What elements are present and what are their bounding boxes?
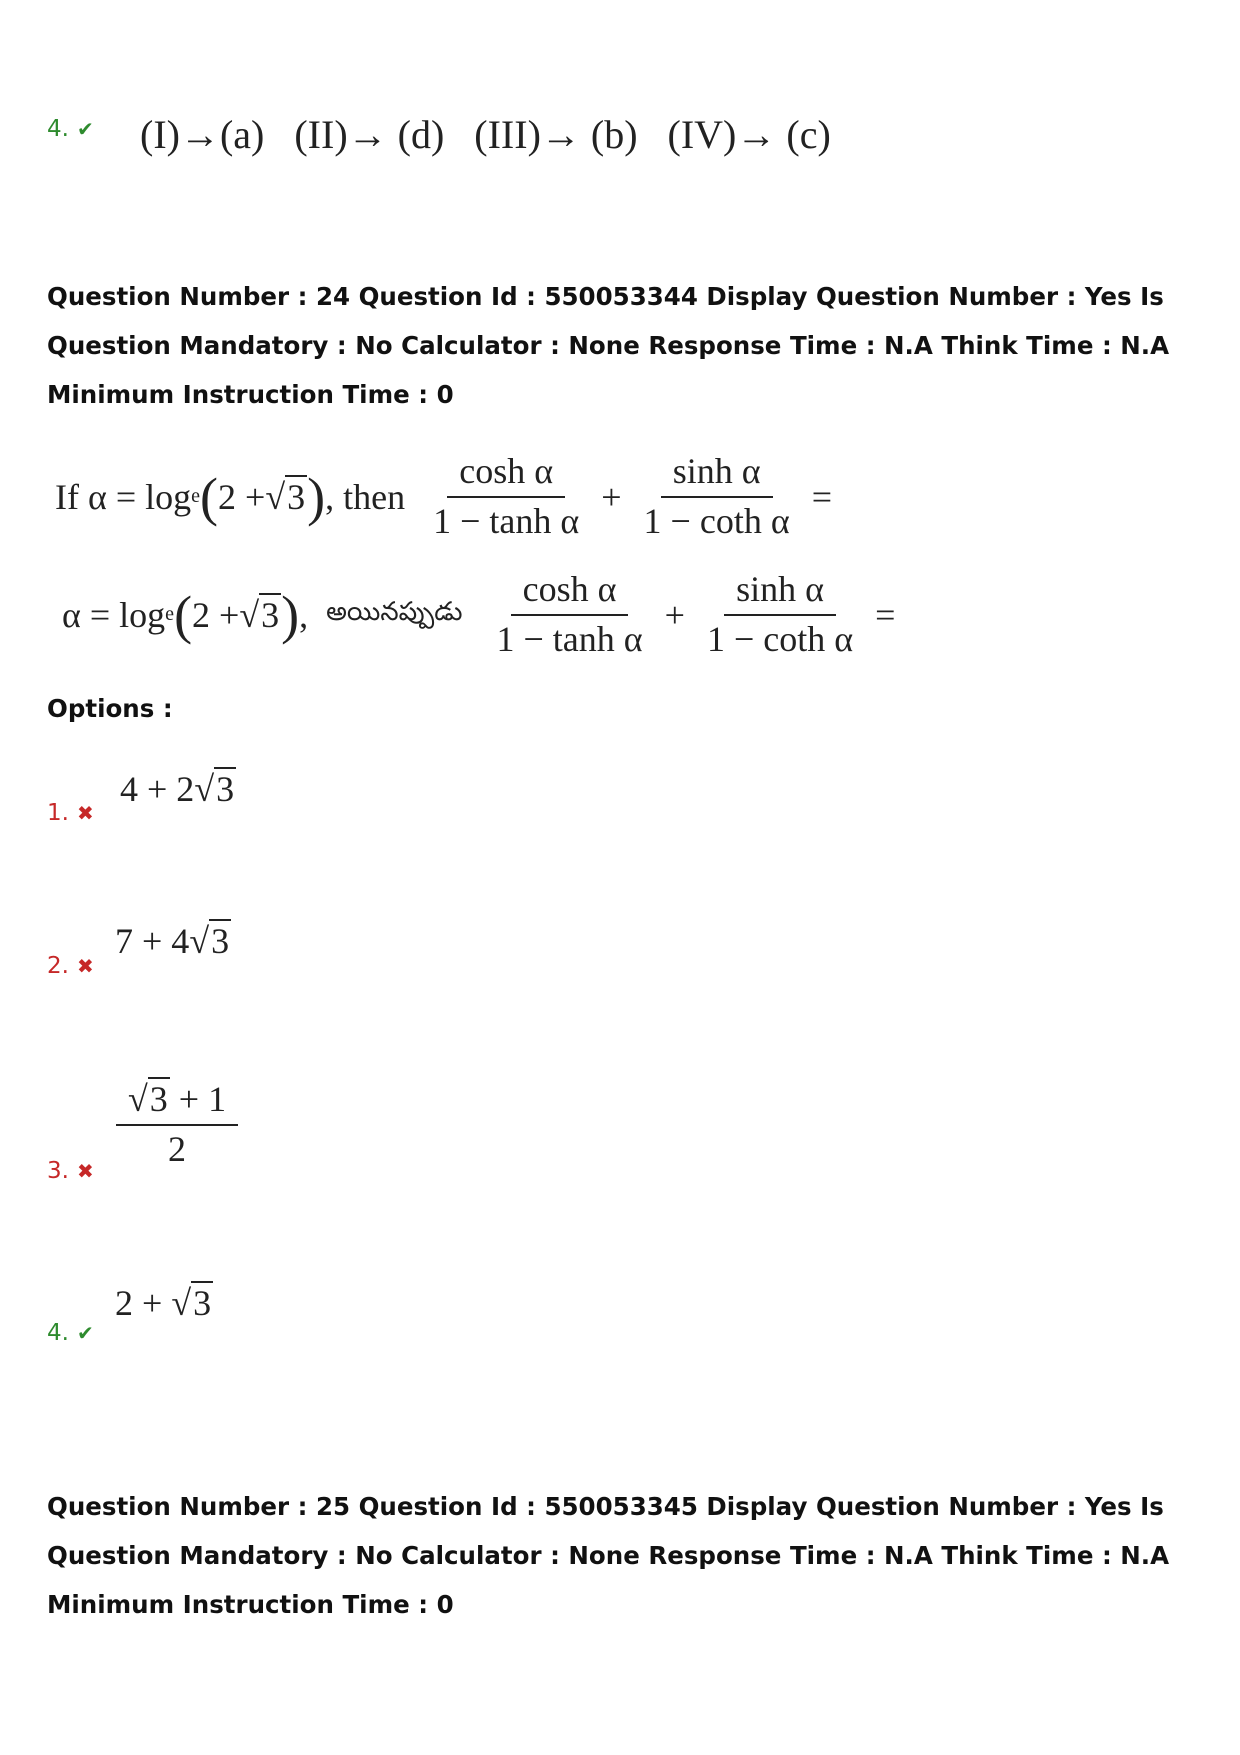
sqrt: √3 bbox=[171, 1283, 212, 1323]
option-number: 3. bbox=[47, 1158, 69, 1184]
options-label: Options : bbox=[47, 694, 173, 723]
expr-lead: 4 + 2 bbox=[120, 769, 195, 809]
option-number: 2. bbox=[47, 953, 69, 979]
eq-arg: 2 + bbox=[218, 476, 266, 517]
fraction-sinh bbox=[632, 452, 802, 541]
fraction-sinh bbox=[695, 570, 865, 659]
frac-num: sinh α bbox=[661, 452, 773, 498]
sqrt: √3 bbox=[189, 921, 230, 961]
log-base: e bbox=[191, 485, 201, 508]
frac-num bbox=[116, 1080, 238, 1126]
prev-option-4-expression bbox=[120, 64, 831, 158]
mapping-2: (II)→ (d) bbox=[294, 112, 445, 157]
frac-den: 2 bbox=[168, 1128, 187, 1169]
close-paren: ) bbox=[281, 584, 300, 645]
cross-icon: ✖ bbox=[76, 954, 94, 978]
eq-then: , then bbox=[325, 476, 406, 517]
option-3[interactable] bbox=[47, 1158, 94, 1184]
frac-den: 1 − tanh α bbox=[433, 500, 580, 541]
sqrt: √3 bbox=[194, 769, 235, 809]
mapping-1: (I)→(a) bbox=[140, 112, 265, 157]
frac-num: cosh α bbox=[447, 452, 565, 498]
open-paren: ( bbox=[174, 584, 193, 645]
radicand: 3 bbox=[287, 476, 306, 517]
option-2-expression bbox=[115, 920, 231, 962]
sqrt: √3 bbox=[265, 476, 306, 517]
eq-arg: 2 + bbox=[192, 594, 240, 635]
option-number: 4. bbox=[47, 116, 69, 142]
radicand: 3 bbox=[149, 1079, 168, 1119]
frac-den: 1 − coth α bbox=[706, 618, 854, 659]
question-24-meta: Question Number : 24 Question Id : 550053344 Display Question Number : Yes Is Question Mandatory : No Calculator : None Response Time : N.A Think Time : N.A Minimum Instruction Time : 0 bbox=[47, 282, 1170, 409]
radicand: 3 bbox=[261, 594, 280, 635]
option-1-expression bbox=[120, 768, 236, 810]
radicand: 3 bbox=[216, 769, 235, 809]
question-24-english bbox=[55, 452, 838, 541]
eq-prefix: If α = log bbox=[55, 476, 192, 517]
question-24-telugu bbox=[62, 570, 901, 659]
prev-option-4 bbox=[47, 116, 94, 142]
option-3-expression bbox=[116, 1080, 238, 1169]
expr-lead: 2 + bbox=[115, 1283, 172, 1323]
sqrt: √3 bbox=[239, 594, 280, 635]
telugu-word: అయినప్పుడు bbox=[326, 596, 463, 627]
mapping-3: (III)→ (b) bbox=[474, 112, 638, 157]
frac-num: cosh α bbox=[511, 570, 629, 616]
plus-sign: + bbox=[601, 476, 622, 517]
mapping-4: (IV)→ (c) bbox=[667, 112, 831, 157]
cross-icon: ✖ bbox=[76, 1159, 94, 1183]
plus-sign: + bbox=[664, 594, 685, 635]
num-tail: + 1 bbox=[169, 1079, 227, 1119]
open-paren: ( bbox=[200, 466, 219, 527]
equals-sign: = bbox=[875, 594, 896, 635]
sqrt: √3 bbox=[128, 1079, 168, 1119]
log-base: e bbox=[165, 603, 175, 626]
radicand: 3 bbox=[211, 921, 230, 961]
option-4-expression bbox=[115, 1282, 213, 1324]
option-2[interactable] bbox=[47, 953, 94, 979]
fraction-cosh bbox=[484, 570, 654, 659]
fraction bbox=[116, 1080, 238, 1169]
check-icon: ✔ bbox=[76, 117, 94, 141]
expr-lead: 7 + 4 bbox=[115, 921, 190, 961]
eq-comma: , bbox=[299, 594, 309, 635]
option-number: 4. bbox=[47, 1320, 69, 1346]
eq-prefix: α = log bbox=[62, 594, 166, 635]
equals-sign: = bbox=[811, 476, 833, 517]
close-paren: ) bbox=[307, 466, 326, 527]
fraction-cosh bbox=[421, 452, 591, 541]
question-25-meta: Question Number : 25 Question Id : 550053345 Display Question Number : Yes Is Question Mandatory : No Calculator : None Response Time : N.A Think Time : N.A Minimum Instruction Time : 0 bbox=[47, 1492, 1170, 1619]
cross-icon: ✖ bbox=[76, 801, 94, 825]
frac-den: 1 − tanh α bbox=[496, 618, 643, 659]
option-4[interactable] bbox=[47, 1320, 94, 1346]
frac-den: 1 − coth α bbox=[643, 500, 790, 541]
frac-num: sinh α bbox=[724, 570, 836, 616]
option-number: 1. bbox=[47, 800, 69, 826]
check-icon: ✔ bbox=[76, 1321, 94, 1345]
radicand: 3 bbox=[193, 1283, 212, 1323]
option-1[interactable] bbox=[47, 800, 94, 826]
